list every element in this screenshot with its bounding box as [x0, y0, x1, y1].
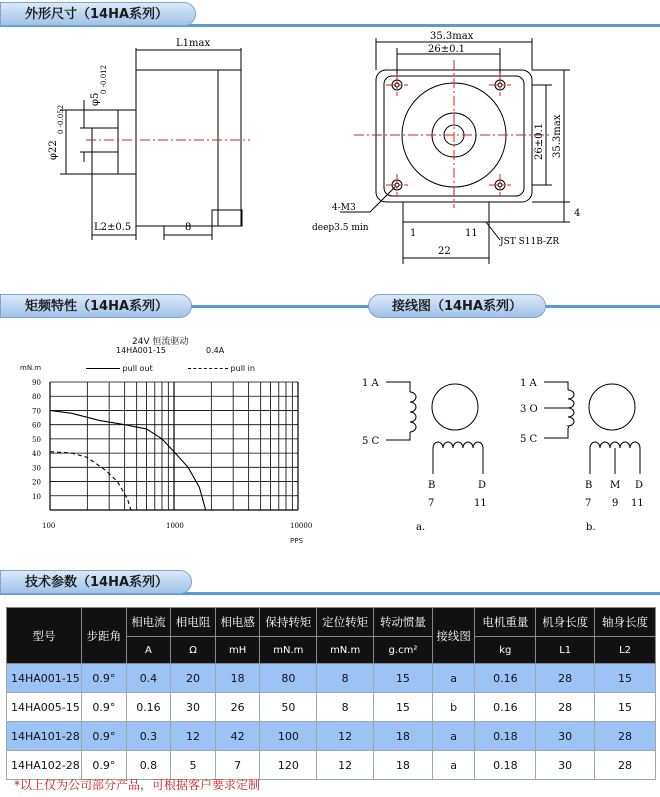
cell: 18 — [374, 751, 433, 780]
flat-label: 8 — [185, 222, 192, 233]
cell: 26 — [215, 693, 260, 722]
wiring-b-m-pin: 9 — [612, 498, 619, 509]
y-tick-label: 80 — [32, 393, 41, 402]
wiring-b-caption: b. — [586, 522, 596, 533]
cell: 14HA102-28 — [7, 751, 82, 780]
pull-in-curve — [50, 452, 131, 510]
shaft-dia-label: φ5 — [90, 92, 101, 106]
height-max-label: 35.3max — [552, 114, 563, 158]
footnote: *以上仅为公司部分产品，可根据客户要求定制 — [14, 778, 261, 792]
unit-phase-resistance: Ω — [171, 637, 216, 664]
cell: 15 — [374, 664, 433, 693]
cell: 15 — [374, 693, 433, 722]
cell: 18 — [215, 664, 260, 693]
cell: 5 — [171, 751, 216, 780]
x-tick-label: 10000 — [290, 522, 313, 530]
dimensions-section-title: 外形尺寸（14HA系列） — [0, 2, 196, 26]
wiring-a-b-pin: 7 — [428, 498, 435, 509]
chart-title: 24V 恒流驱动 — [132, 337, 189, 347]
wiring-b-mid: 3 O — [520, 404, 538, 415]
unit-weight: kg — [475, 637, 536, 664]
cell: 0.16 — [126, 693, 171, 722]
x-unit-label: PPS — [290, 537, 303, 545]
header-step-angle: 步距角 — [82, 608, 127, 664]
pin-first-label: 1 — [410, 228, 417, 239]
spec-header-row — [7, 608, 656, 637]
cell: 0.18 — [475, 751, 536, 780]
hole-spacing-v-label: 26±0.1 — [534, 122, 545, 160]
chart-current: 0.4A — [206, 346, 225, 355]
cell: 14HA101-28 — [7, 722, 82, 751]
wiring-b-d-pin: 11 — [631, 498, 644, 509]
side-view-drawing — [0, 30, 300, 260]
cell: 100 — [260, 722, 317, 751]
cell: a — [432, 751, 475, 780]
table-row — [7, 722, 656, 751]
wiring-b-b-pin: 7 — [585, 498, 592, 509]
unit-holding-torque: mN.m — [260, 637, 317, 664]
x-tick-label: 1000 — [166, 522, 184, 530]
header-detent-torque: 定位转矩 — [317, 608, 374, 637]
cell: 0.3 — [126, 722, 171, 751]
torque-plot — [20, 328, 320, 558]
y-tick-label: 10 — [32, 492, 41, 501]
cell: 7 — [215, 751, 260, 780]
cell: 0.16 — [475, 693, 536, 722]
cell: 0.18 — [475, 722, 536, 751]
cell: 0.9° — [82, 693, 127, 722]
cell: 28 — [536, 693, 595, 722]
connector-label: JST S11B-ZR — [500, 237, 560, 247]
wiring-diagram-b — [518, 362, 660, 537]
table-row — [7, 693, 656, 722]
l2-label: L2±0.5 — [94, 222, 132, 233]
l1-label: L1max — [176, 38, 211, 49]
cell: 12 — [171, 722, 216, 751]
wiring-b-bottom: 5 C — [520, 434, 538, 445]
unit-phase-current: A — [126, 637, 171, 664]
cell: 0.16 — [475, 664, 536, 693]
cell: 30 — [171, 693, 216, 722]
cell: 28 — [536, 664, 595, 693]
cell: a — [432, 722, 475, 751]
cell: 0.9° — [82, 722, 127, 751]
table-row — [7, 664, 656, 693]
wiring-a-d-label: D — [478, 480, 487, 491]
unit-phase-inductance: mH — [215, 637, 260, 664]
wiring-b-d-label: D — [635, 480, 644, 491]
cell: 18 — [374, 722, 433, 751]
boss-tol-label: 0 -0.052 — [57, 104, 65, 134]
unit-body-length: L1 — [536, 637, 595, 664]
cell: 50 — [260, 693, 317, 722]
header-holding-torque: 保持转矩 — [260, 608, 317, 637]
cell: a — [432, 664, 475, 693]
cell: 15 — [595, 664, 656, 693]
torque-section-title: 矩频特性（14HA系列） — [0, 294, 192, 318]
screw-depth-label: deep3.5 min — [312, 223, 369, 233]
header-phase-current: 相电流 — [126, 608, 171, 637]
width-max-label: 35.3max — [430, 31, 474, 42]
cell: 14HA005-15 — [7, 693, 82, 722]
cell: 28 — [595, 751, 656, 780]
legend-pull-in-label: pull in — [230, 364, 255, 373]
wiring-b-top: 1 A — [520, 378, 537, 389]
cell: 28 — [595, 722, 656, 751]
boss-dia-label: φ22 — [48, 140, 59, 160]
legend-pull-out-label: pull out — [122, 364, 153, 373]
front-view-drawing — [300, 30, 660, 265]
wiring-a-top: 1 A — [362, 378, 379, 389]
cell: 42 — [215, 722, 260, 751]
unit-rotor-inertia: g.cm² — [374, 637, 433, 664]
y-tick-label: 90 — [32, 379, 41, 387]
y-tick-label: 40 — [32, 450, 41, 459]
shaft-tol-label: 0 -0.012 — [100, 64, 108, 94]
unit-detent-torque: mN.m — [317, 637, 374, 664]
header-weight: 电机重量 — [475, 608, 536, 637]
chart-unit: mN.m — [20, 364, 42, 372]
wiring-a-d-pin: 11 — [474, 498, 487, 509]
cell: 15 — [595, 693, 656, 722]
spec-table — [6, 607, 656, 780]
y-tick-label: 50 — [32, 435, 41, 444]
cell: 20 — [171, 664, 216, 693]
y-tick-label: 30 — [32, 464, 41, 473]
y-tick-label: 20 — [32, 478, 41, 487]
cell: 14HA001-15 — [7, 664, 82, 693]
pin-last-label: 11 — [465, 228, 478, 239]
cell: 8 — [317, 664, 374, 693]
cell: 0.8 — [126, 751, 171, 780]
cell: 0.9° — [82, 664, 127, 693]
cell: 12 — [317, 722, 374, 751]
screw-label: 4-M3 — [332, 203, 356, 213]
cell: 0.4 — [126, 664, 171, 693]
spec-section-title: 技术参数（14HA系列） — [0, 570, 192, 594]
x-tick-label: 100 — [42, 522, 56, 530]
cell: 30 — [536, 751, 595, 780]
header-shaft-length: 轴身长度 — [595, 608, 656, 637]
header-phase-inductance: 相电感 — [215, 608, 260, 637]
wiring-b-b-label: B — [585, 480, 593, 491]
header-rotor-inertia: 转动惯量 — [374, 608, 433, 637]
hole-spacing-h-label: 26±0.1 — [428, 44, 466, 55]
cell: 30 — [536, 722, 595, 751]
cell: 8 — [317, 693, 374, 722]
header-body-length: 机身长度 — [536, 608, 595, 637]
wiring-a-bottom: 5 C — [362, 436, 380, 447]
chart-model: 14HA001-15 — [116, 346, 167, 355]
header-model: 型号 — [7, 608, 82, 664]
offset-label: 4 — [574, 208, 581, 219]
wiring-section-title: 接线图（14HA系列） — [368, 294, 546, 318]
cell: 0.9° — [82, 751, 127, 780]
y-tick-label: 60 — [32, 421, 41, 430]
unit-shaft-length: L2 — [595, 637, 656, 664]
y-tick-label: 70 — [32, 407, 41, 416]
pull-out-curve — [50, 410, 206, 510]
cell: 120 — [260, 751, 317, 780]
wiring-a-caption: a. — [416, 522, 426, 533]
torque-chart — [20, 328, 320, 558]
wiring-a-b-label: B — [428, 480, 436, 491]
header-wiring: 接线图 — [432, 608, 475, 664]
connector-width-label: 22 — [438, 246, 451, 257]
wiring-b-m-label: M — [610, 480, 621, 491]
cell: b — [432, 693, 475, 722]
cell: 80 — [260, 664, 317, 693]
cell: 12 — [317, 751, 374, 780]
wiring-diagram-a — [360, 362, 510, 537]
header-phase-resistance: 相电阻 — [171, 608, 216, 637]
